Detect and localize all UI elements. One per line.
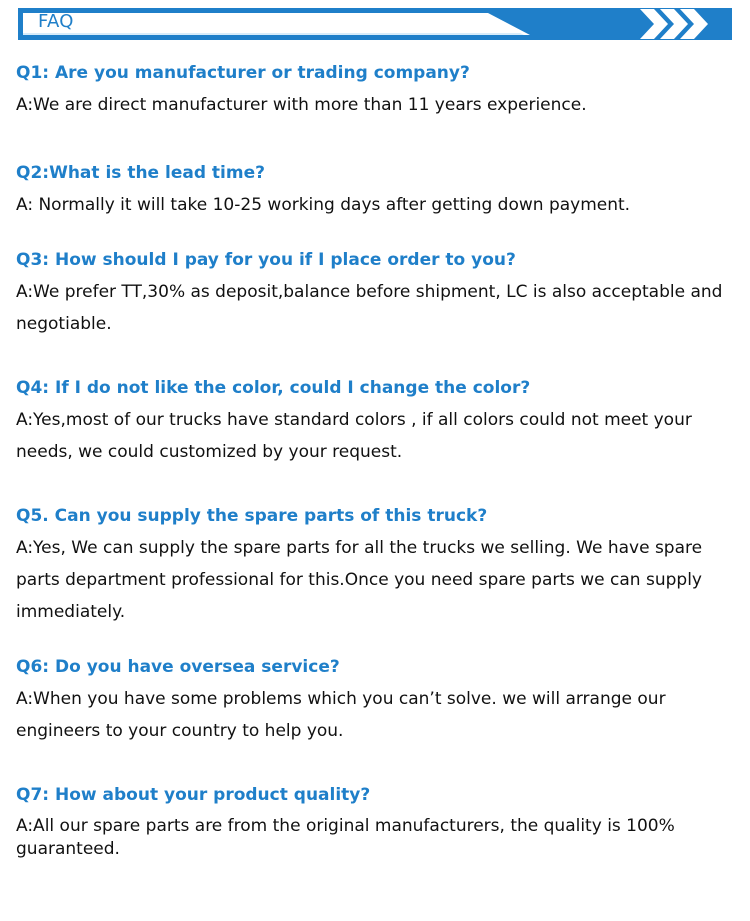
- faq-answer: A:Yes, We can supply the spare parts for all the trucks we selling. We have spare parts department professional for this.Once you need spare parts we can supply immediately.: [16, 538, 703, 622]
- faq-question: Q6: Do you have oversea service?: [16, 657, 340, 677]
- faq-item-7: [16, 783, 740, 861]
- faq-answer: A:Yes,most of our trucks have standard colors , if all colors could not meet your needs, we could customized by your request.: [16, 410, 692, 462]
- faq-question: Q7: How about your product quality?: [16, 785, 371, 805]
- faq-question: Q4: If I do not like the color, could I change the color?: [16, 378, 531, 398]
- page-title: FAQ: [38, 11, 74, 32]
- faq-item-3: [16, 248, 740, 340]
- faq-item-2: [16, 161, 740, 221]
- faq-question: Q3: How should I pay for you if I place order to you?: [16, 250, 516, 270]
- faq-question: Q1: Are you manufacturer or trading company?: [16, 63, 470, 83]
- faq-item-5: [16, 504, 740, 628]
- faq-item-6: [16, 655, 740, 747]
- header-tab-shape: [23, 13, 530, 35]
- faq-item-1: [16, 61, 740, 121]
- faq-question: Q5. Can you supply the spare parts of this truck?: [16, 506, 488, 526]
- faq-question: Q2:What is the lead time?: [16, 163, 265, 183]
- faq-answer: A:When you have some problems which you can’t solve. we will arrange our engineers to your country to help you.: [16, 689, 666, 741]
- faq-answer: A:We are direct manufacturer with more than 11 years experience.: [16, 95, 587, 115]
- faq-header-banner: [0, 0, 750, 48]
- header-tab-underline: [23, 33, 524, 35]
- header-banner-graphic: [0, 0, 750, 48]
- faq-answer: A: Normally it will take 10-25 working days after getting down payment.: [16, 195, 631, 215]
- faq-answer: A:We prefer TT,30% as deposit,balance before shipment, LC is also acceptable and negotiable.: [16, 282, 723, 334]
- faq-item-4: [16, 376, 740, 468]
- faq-answer: A:All our spare parts are from the original manufacturers, the quality is 100% guaranteed.: [16, 816, 675, 859]
